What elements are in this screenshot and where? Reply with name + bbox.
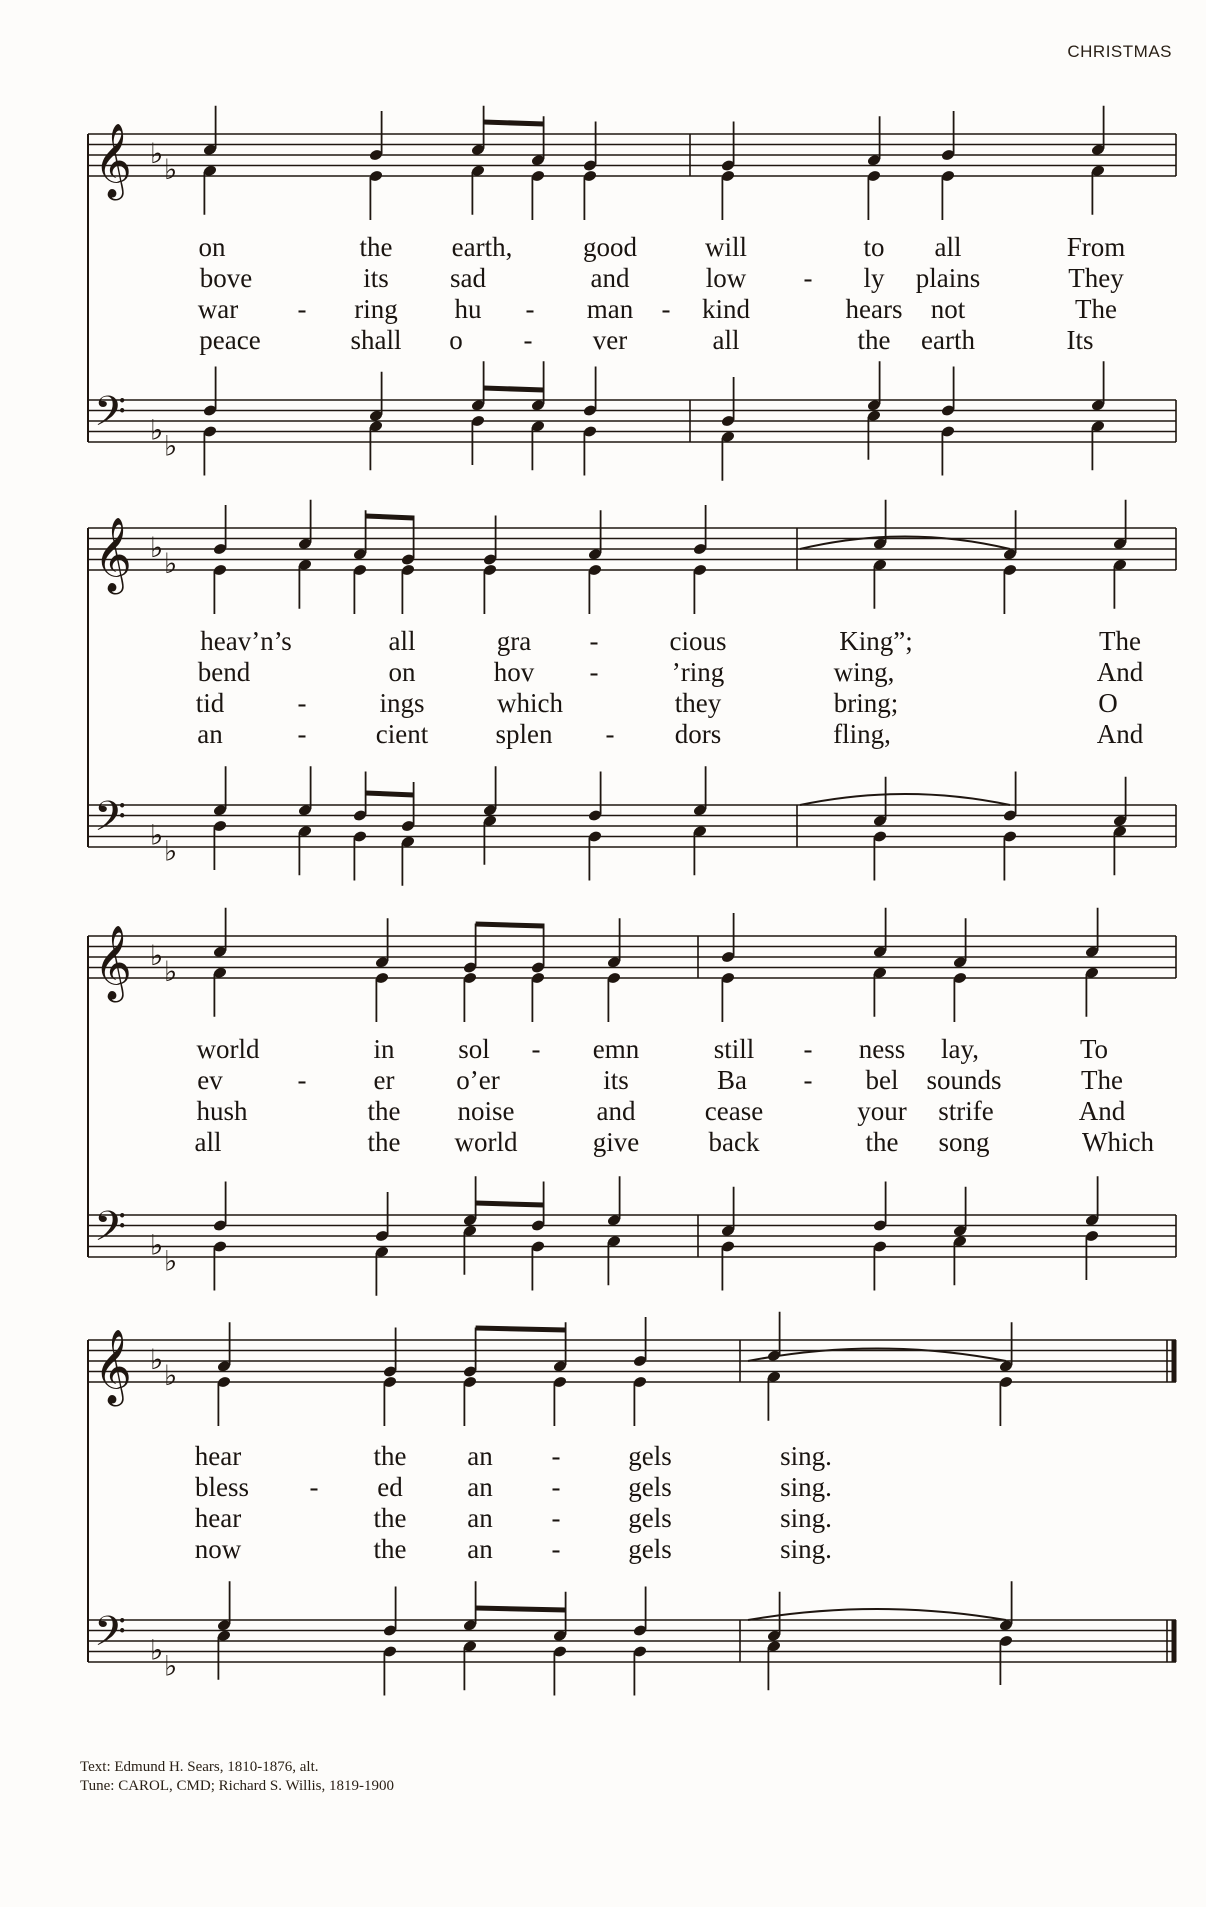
lyric-syllable: and xyxy=(596,1096,636,1126)
lyric-syllable: gels xyxy=(628,1472,672,1502)
lyric-syllable: cient xyxy=(375,719,429,749)
lyric-syllable: ring xyxy=(354,294,398,324)
lyric-verse-3 xyxy=(0,688,1206,718)
flat-sign-icon: ♭ xyxy=(164,429,178,463)
lyric-syllable: will xyxy=(704,232,748,262)
lyric-syllable: The xyxy=(1075,294,1117,324)
lyric-verse-1 xyxy=(0,1034,1206,1064)
lyric-syllable: hears xyxy=(845,294,903,324)
lyric-syllable: er xyxy=(373,1065,395,1095)
lyric-syllable: ed xyxy=(377,1472,403,1502)
lyric-syllable: - xyxy=(661,294,671,324)
lyric-syllable: the xyxy=(857,325,891,355)
lyric-syllable: King”; xyxy=(839,626,913,656)
beam xyxy=(476,1203,544,1205)
lyric-verse-4 xyxy=(0,1534,1206,1564)
flat-sign-icon: ♭ xyxy=(164,546,178,580)
lyric-syllable: hear xyxy=(194,1503,242,1533)
lyric-syllable: song xyxy=(938,1127,990,1157)
flat-sign-icon: ♭ xyxy=(164,834,178,868)
lyric-syllable: good xyxy=(583,232,637,262)
lyric-syllable: sing. xyxy=(780,1503,832,1533)
lyric-syllable: - xyxy=(803,1034,813,1064)
lyric-syllable: gels xyxy=(628,1503,672,1533)
lyric-syllable: all xyxy=(712,325,740,355)
lyric-syllable: low xyxy=(705,263,747,293)
flat-sign-icon: ♭ xyxy=(164,1244,178,1278)
bass-clef-icon: 𝄢 xyxy=(94,387,127,446)
lyric-syllable: an xyxy=(467,1534,493,1564)
lyric-syllable: - xyxy=(297,294,307,324)
treble-clef-icon: 𝄞 xyxy=(94,518,132,592)
flat-sign-icon: ♭ xyxy=(164,954,178,988)
lyric-syllable: - xyxy=(523,325,533,355)
lyric-syllable: - xyxy=(551,1441,561,1471)
lyric-syllable: the xyxy=(367,1096,401,1126)
lyric-syllable: ly xyxy=(863,263,885,293)
section-title: CHRISTMAS xyxy=(1067,42,1172,61)
lyric-syllable: heav’n’s xyxy=(200,626,292,656)
lyric-verse-1 xyxy=(0,232,1206,262)
lyric-syllable: an xyxy=(197,719,223,749)
flat-sign-icon: ♭ xyxy=(150,1228,164,1262)
lyric-syllable: lay, xyxy=(941,1034,979,1064)
lyric-verse-3 xyxy=(0,294,1206,324)
lyric-syllable: fling, xyxy=(833,719,891,749)
lyric-syllable: earth xyxy=(921,325,975,355)
lyric-syllable: sounds xyxy=(926,1065,1002,1095)
lyric-syllable: ’ring xyxy=(671,657,725,687)
lyric-syllable: still xyxy=(713,1034,755,1064)
lyric-syllable: man xyxy=(586,294,634,324)
lyric-syllable: gra xyxy=(496,626,532,656)
lyric-syllable: your xyxy=(857,1096,907,1126)
lyric-syllable: - xyxy=(309,1472,319,1502)
lyric-syllable: bove xyxy=(199,263,253,293)
flat-sign-icon: ♭ xyxy=(164,1649,178,1683)
lyric-syllable: on xyxy=(388,657,416,687)
bass-clef-icon: 𝄢 xyxy=(94,792,127,851)
lyric-syllable: bend xyxy=(197,657,251,687)
lyrics-system-3 xyxy=(0,1034,1206,1162)
lyric-syllable: bring; xyxy=(833,688,899,718)
lyric-syllable: tid xyxy=(195,688,225,718)
lyric-syllable: hush xyxy=(196,1096,248,1126)
lyric-syllable: The xyxy=(1099,626,1141,656)
lyric-syllable: hu xyxy=(454,294,482,324)
lyric-syllable: emn xyxy=(592,1034,640,1064)
beam xyxy=(366,793,414,795)
lyric-syllable: - xyxy=(525,294,535,324)
lyric-syllable: - xyxy=(589,626,599,656)
beam xyxy=(484,388,544,390)
lyric-syllable: bless xyxy=(195,1472,249,1502)
lyric-syllable: bel xyxy=(865,1065,899,1095)
lyric-syllable: the xyxy=(865,1127,899,1157)
lyric-syllable: sad xyxy=(450,263,486,293)
lyric-syllable: its xyxy=(603,1065,629,1095)
lyric-syllable: o xyxy=(449,325,463,355)
treble-clef-icon: 𝄞 xyxy=(94,926,132,1000)
lyric-syllable: the xyxy=(373,1534,407,1564)
lyric-syllable: in xyxy=(373,1034,395,1064)
lyric-syllable: dors xyxy=(674,719,722,749)
flat-sign-icon: ♭ xyxy=(164,152,178,186)
lyric-syllable: an xyxy=(467,1472,493,1502)
lyric-syllable: Its xyxy=(1066,325,1094,355)
lyrics-system-2 xyxy=(0,626,1206,754)
lyric-syllable: all xyxy=(388,626,416,656)
lyric-verse-4 xyxy=(0,719,1206,749)
lyric-syllable: Which xyxy=(1082,1127,1154,1157)
beam xyxy=(366,516,414,518)
lyric-syllable: all xyxy=(194,1127,222,1157)
lyric-syllable: - xyxy=(551,1534,561,1564)
lyric-syllable: now xyxy=(194,1534,242,1564)
lyric-syllable: ev xyxy=(197,1065,223,1095)
lyric-verse-1 xyxy=(0,626,1206,656)
lyric-syllable: war xyxy=(197,294,239,324)
lyric-syllable: And xyxy=(1078,1096,1126,1126)
lyric-verse-4 xyxy=(0,1127,1206,1157)
lyric-syllable: noise xyxy=(457,1096,515,1126)
lyric-syllable: peace xyxy=(199,325,261,355)
lyric-syllable: back xyxy=(708,1127,760,1157)
beam xyxy=(476,1328,566,1330)
lyric-syllable: - xyxy=(803,263,813,293)
lyric-syllable: cious xyxy=(669,626,727,656)
lyric-syllable: ness xyxy=(858,1034,906,1064)
flat-sign-icon: ♭ xyxy=(164,1358,178,1392)
lyric-syllable: not xyxy=(930,294,966,324)
lyric-syllable: sing. xyxy=(780,1534,832,1564)
treble-clef-icon: 𝄞 xyxy=(94,124,132,198)
bass-clef-icon: 𝄢 xyxy=(94,1607,127,1666)
lyric-syllable: an xyxy=(467,1503,493,1533)
lyric-syllable: sing. xyxy=(780,1441,832,1471)
lyric-syllable: - xyxy=(551,1503,561,1533)
lyric-syllable: shall xyxy=(350,325,402,355)
flat-sign-icon: ♭ xyxy=(150,413,164,447)
lyric-syllable: give xyxy=(592,1127,640,1157)
lyric-syllable: world xyxy=(454,1127,518,1157)
text-credit: Text: Edmund H. Sears, 1810-1876, alt. xyxy=(80,1759,319,1775)
lyric-syllable: to xyxy=(863,232,885,262)
tie xyxy=(800,794,1010,805)
lyric-syllable: strife xyxy=(938,1096,994,1126)
beam xyxy=(476,1608,566,1610)
lyric-syllable: - xyxy=(551,1472,561,1502)
lyric-syllable: - xyxy=(297,688,307,718)
lyric-syllable: And xyxy=(1096,719,1144,749)
lyric-syllable: wing, xyxy=(833,657,895,687)
lyric-syllable: Ba xyxy=(717,1065,747,1095)
lyric-syllable: all xyxy=(934,232,962,262)
lyric-syllable: its xyxy=(363,263,389,293)
lyric-verse-2 xyxy=(0,1065,1206,1095)
lyrics-system-1 xyxy=(0,232,1206,360)
lyric-syllable: - xyxy=(297,719,307,749)
lyric-syllable: they xyxy=(674,688,722,718)
lyric-verse-2 xyxy=(0,263,1206,293)
lyric-syllable: and xyxy=(590,263,630,293)
lyric-syllable: - xyxy=(803,1065,813,1095)
beam xyxy=(476,924,544,926)
lyric-syllable: The xyxy=(1081,1065,1123,1095)
lyric-syllable: on xyxy=(198,232,226,262)
lyric-syllable: o’er xyxy=(456,1065,500,1095)
flat-sign-icon: ♭ xyxy=(150,1633,164,1667)
lyric-verse-3 xyxy=(0,1503,1206,1533)
lyric-syllable: gels xyxy=(628,1441,672,1471)
lyric-syllable: To xyxy=(1079,1034,1109,1064)
bass-clef-icon: 𝄢 xyxy=(94,1202,127,1261)
lyric-syllable: - xyxy=(589,657,599,687)
treble-clef-icon: 𝄞 xyxy=(94,1330,132,1404)
lyric-syllable: the xyxy=(373,1441,407,1471)
flat-sign-icon: ♭ xyxy=(150,818,164,852)
lyric-syllable: cease xyxy=(704,1096,764,1126)
lyric-syllable: hear xyxy=(194,1441,242,1471)
lyric-syllable: an xyxy=(467,1441,493,1471)
lyric-verse-3 xyxy=(0,1096,1206,1126)
flat-sign-icon: ♭ xyxy=(150,1343,164,1376)
flat-sign-icon: ♭ xyxy=(150,531,164,564)
lyrics-system-4 xyxy=(0,1441,1206,1569)
lyric-syllable: splen xyxy=(495,719,553,749)
lyric-syllable: - xyxy=(531,1034,541,1064)
lyric-syllable: From xyxy=(1066,232,1126,262)
lyric-syllable: sol xyxy=(458,1034,490,1064)
lyric-syllable: the xyxy=(359,232,393,262)
lyric-syllable: ings xyxy=(379,688,425,718)
beam xyxy=(484,122,544,124)
lyric-verse-4 xyxy=(0,325,1206,355)
lyric-syllable: kind xyxy=(701,294,751,324)
lyric-syllable: - xyxy=(297,1065,307,1095)
tie xyxy=(748,1609,1006,1620)
lyric-syllable: the xyxy=(373,1503,407,1533)
lyric-syllable: earth, xyxy=(451,232,513,262)
lyric-syllable: sing. xyxy=(780,1472,832,1502)
hymn-credits xyxy=(80,1758,394,1796)
lyric-syllable: which xyxy=(497,688,563,718)
lyric-verse-1 xyxy=(0,1441,1206,1471)
lyric-syllable: O xyxy=(1098,688,1118,718)
lyric-syllable: ver xyxy=(592,325,628,355)
lyric-syllable: They xyxy=(1068,263,1124,293)
lyric-syllable: - xyxy=(605,719,615,749)
lyric-syllable: And xyxy=(1096,657,1144,687)
lyric-syllable: gels xyxy=(628,1534,672,1564)
lyric-syllable: world xyxy=(196,1034,260,1064)
lyric-syllable: hov xyxy=(493,657,535,687)
lyric-verse-2 xyxy=(0,1472,1206,1502)
tune-credit: Tune: CAROL, CMD; Richard S. Willis, 1819-1900 xyxy=(80,1778,395,1794)
flat-sign-icon: ♭ xyxy=(150,939,164,972)
flat-sign-icon: ♭ xyxy=(150,137,164,170)
lyric-verse-2 xyxy=(0,657,1206,687)
lyric-syllable: plains xyxy=(915,263,981,293)
lyric-syllable: the xyxy=(367,1127,401,1157)
